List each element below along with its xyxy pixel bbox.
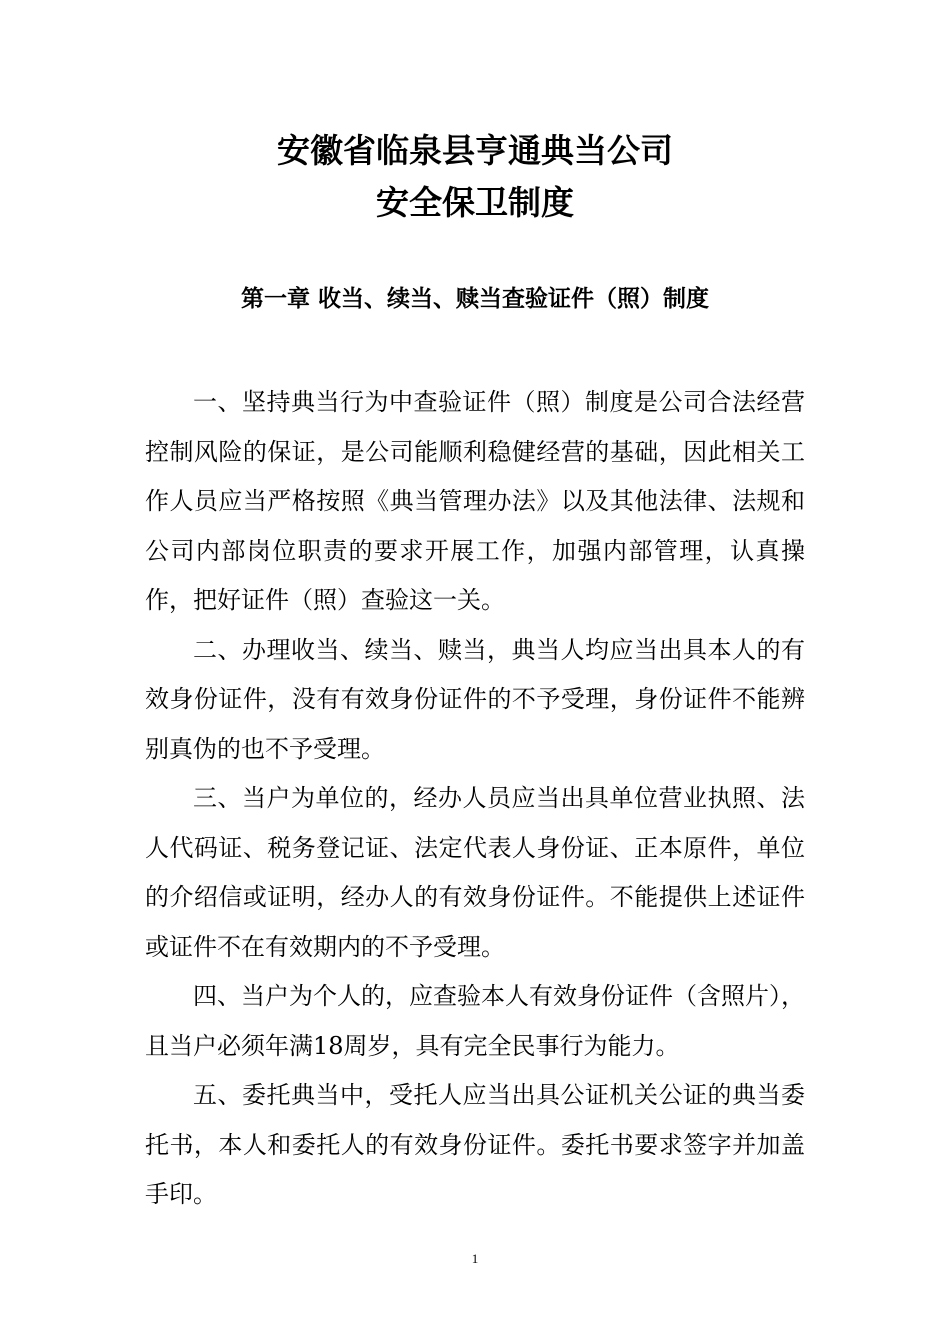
document-body bbox=[145, 378, 805, 1220]
paragraph-2: 二、办理收当、续当、赎当，典当人均应当出具本人的有效身份证件，没有有效身份证件的不予受理，身份证件不能辨别真伪的也不予受理。 bbox=[145, 635, 805, 763]
paragraph-4: 四、当户为个人的，应查验本人有效身份证件（含照片），且当户必须年满18周岁，具有完全民事行为能力。 bbox=[145, 982, 805, 1060]
document-title-regulation: 安全保卫制度 bbox=[376, 183, 574, 222]
page-number: 1 bbox=[471, 1251, 479, 1266]
paragraph-1: 一、坚持典当行为中查验证件（照）制度是公司合法经营控制风险的保证，是公司能顺利稳健经营的基础，因此相关工作人员应当严格按照《典当管理办法》以及其他法律、法规和公司内部岗位职责的要求开展工作，加强内部管理，认真操作，把好证件（照）查验这一关。 bbox=[145, 388, 805, 614]
paragraph-3: 三、当户为单位的，经办人员应当出具单位营业执照、法人代码证、税务登记证、法定代表人身份证、正本原件，单位的介绍信或证明，经办人的有效身份证件。不能提供上述证件或证件不在有效期内的不予受理。 bbox=[145, 784, 805, 961]
chapter-heading: 第一章 收当、续当、赎当查验证件（照）制度 bbox=[240, 286, 709, 312]
document-title-company: 安徽省临泉县亨通典当公司 bbox=[277, 131, 673, 170]
paragraph-5: 五、委托典当中，受托人应当出具公证机关公证的典当委托书，本人和委托人的有效身份证件。委托书要求签字并加盖手印。 bbox=[145, 1081, 805, 1208]
